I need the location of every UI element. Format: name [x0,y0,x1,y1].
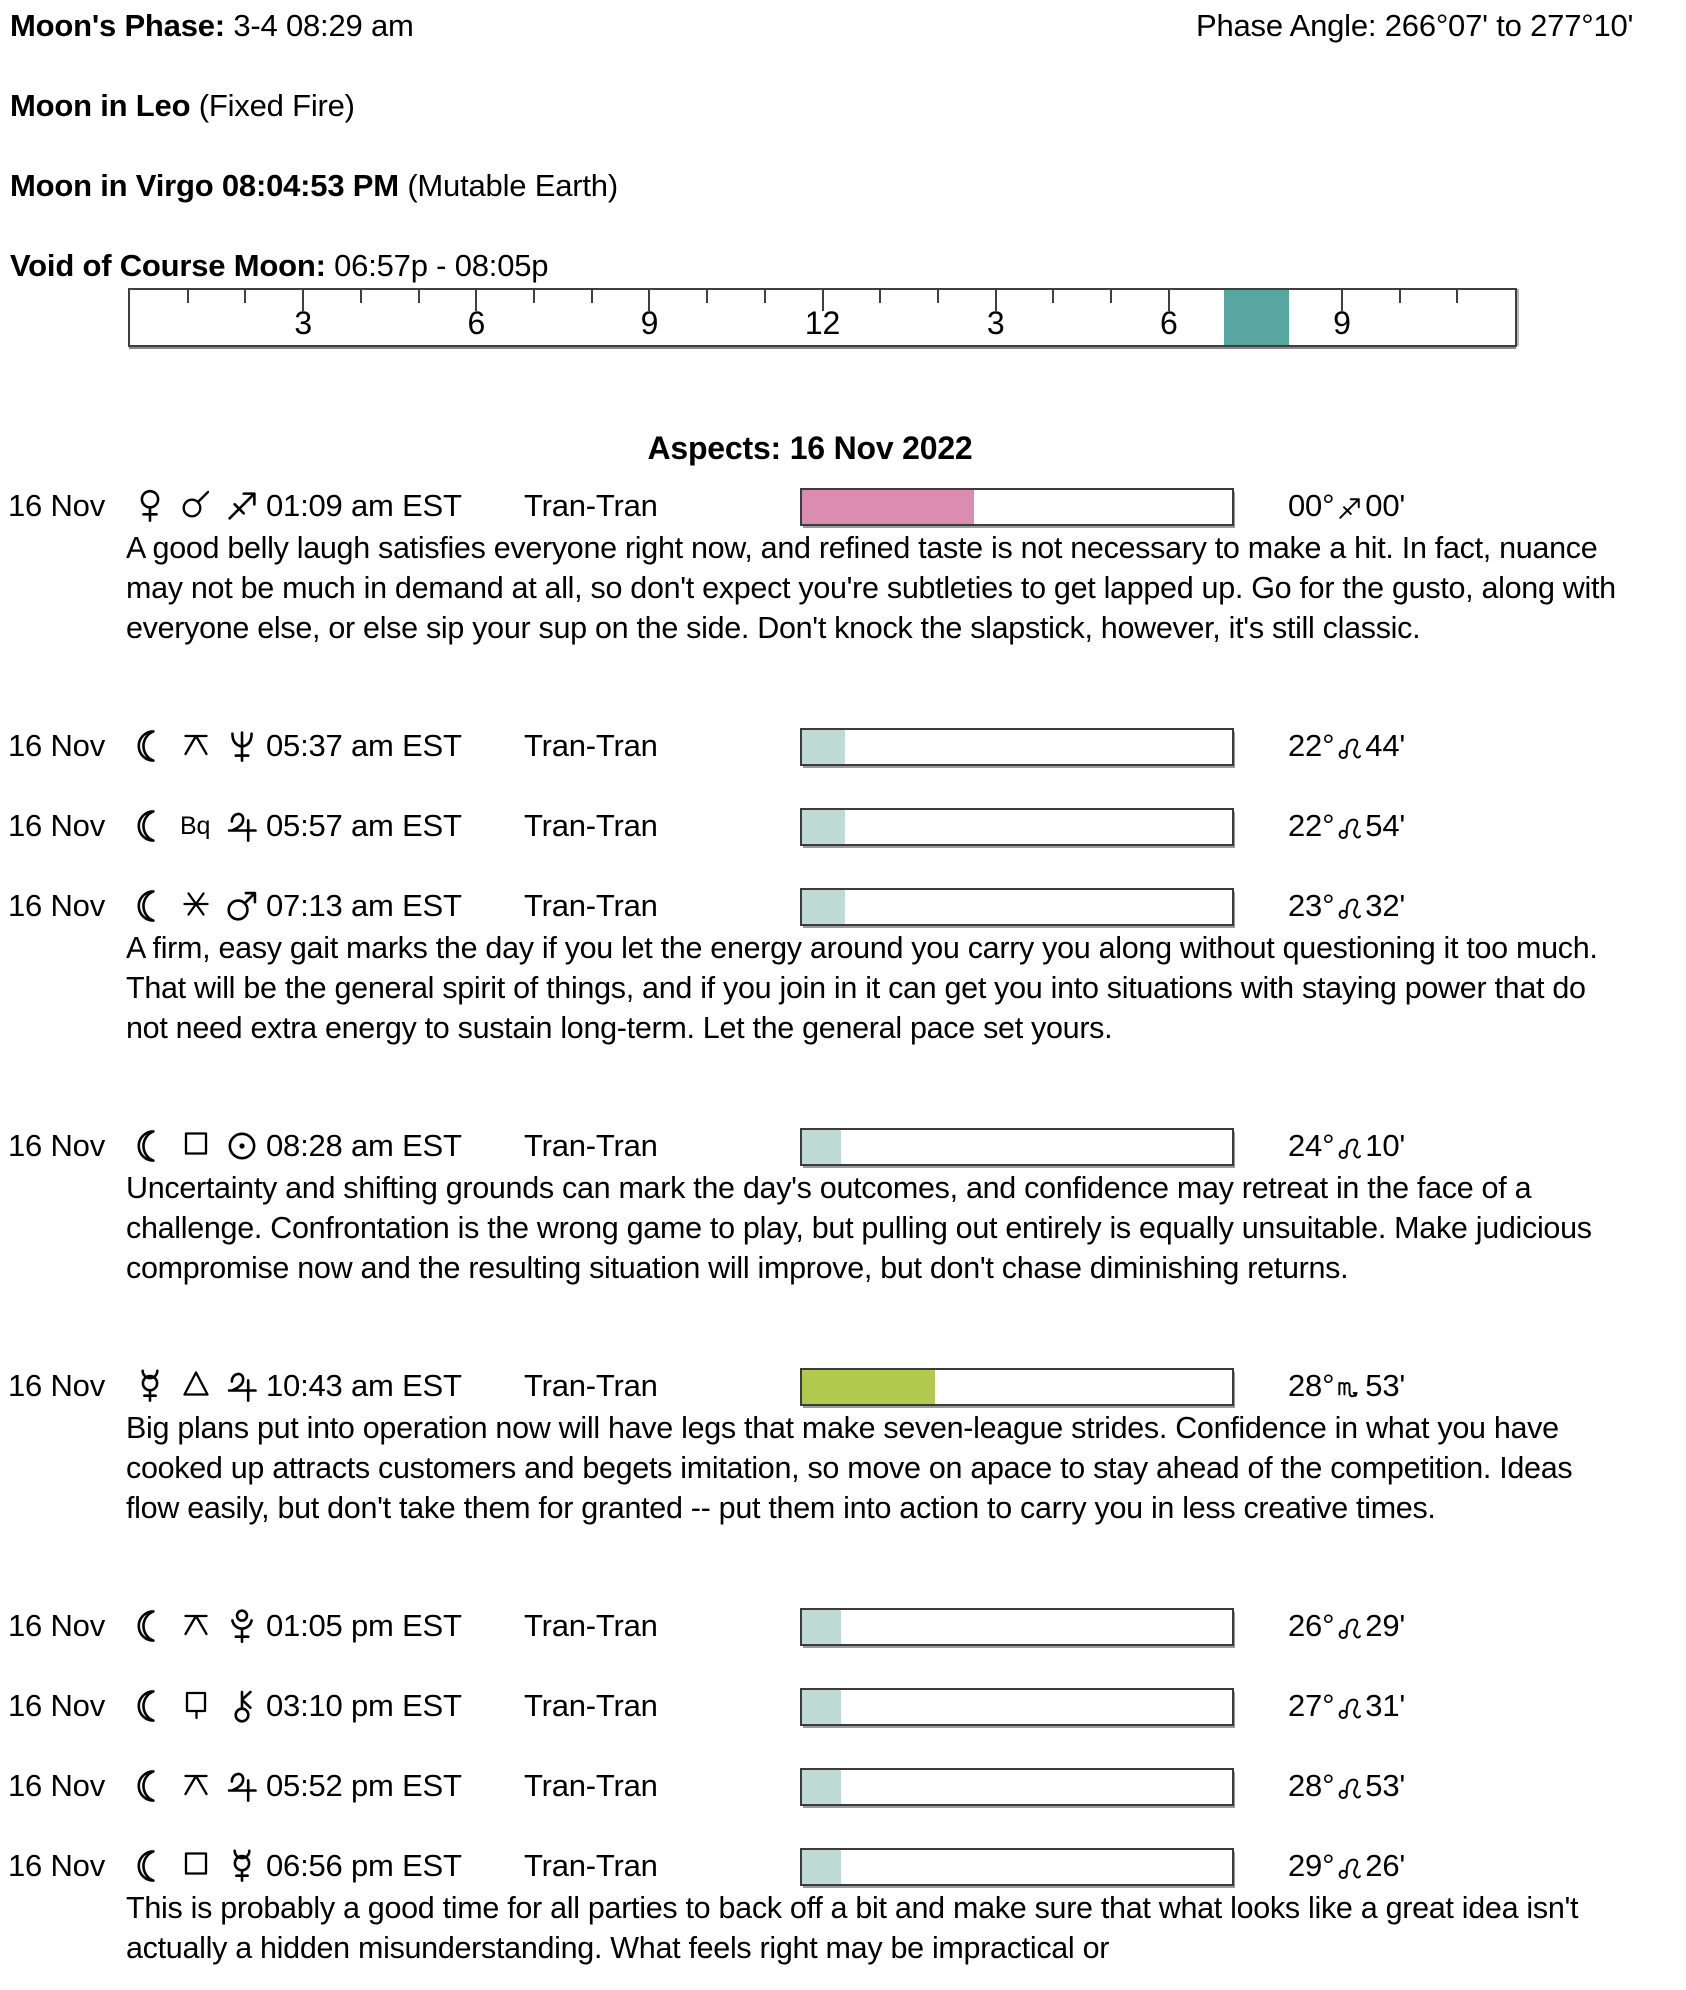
moon-sign-1-note: (Fixed Fire) [198,88,355,123]
hour-tick [706,290,708,303]
aspect-row [0,1846,1686,1886]
moon-icon [132,1848,168,1884]
aspect-degree [1288,1366,1405,1406]
aspect-time: 07:13 am EST [266,888,462,923]
aspect-date: 16 Nov [8,888,106,923]
moon-icon [132,1128,168,1164]
venus-icon [132,488,168,524]
degree-value: 28° [1288,1768,1335,1803]
hour-label: 9 [640,305,659,341]
aspect-date: 16 Nov [8,1128,106,1163]
aspect-date: 16 Nov [8,808,106,843]
moons-phase-line [10,6,414,46]
aspect-description: Uncertainty and shifting grounds can mark the day's outcomes, and confidence may retreat in the face of a challenge. Confrontation is the wrong game to play, but pulling out entirely is equally unsuitable. Make judicious compromise now and the resulting situation will improve, but don't chase diminishing returns. [126,1171,1592,1285]
degree-value: 24° [1288,1128,1335,1163]
square-icon [180,1128,212,1160]
hour-label: 3 [294,305,312,341]
aspect-strength-bar [800,1688,1234,1726]
leo-icon [1336,1135,1363,1162]
hour-label: 12 [804,305,841,341]
hour-label: 6 [1159,305,1178,341]
aspect-date: 16 Nov [8,1608,106,1643]
hour-tick [879,290,881,303]
aspect-strength-bar [800,808,1234,846]
hour-label: 9 [1333,305,1351,341]
moon-sign-line-2 [10,166,618,206]
sun-icon [224,1128,260,1164]
quincunx-icon [180,1608,212,1640]
hour-tick [187,290,189,303]
voc-label: Void of Course Moon: [10,248,326,283]
aspect-strength-bar [800,1608,1234,1646]
voc-value: 06:57p - 08:05p [334,248,549,283]
hour-tick [1052,290,1054,303]
moon-sign-line-1 [10,86,355,126]
hour-label: 6 [467,305,486,341]
aspect-degree [1288,1846,1405,1886]
aspect-time: 08:28 am EST [266,1128,462,1163]
aspect-description: Big plans put into operation now will have legs that make seven-league strides. Confidence in what you have cooked up attracts customers and begets imitation, so move on apace to stay ahead of the competition. Ideas flow easily, but don't take them for granted -- put them into action to carry you in less creative times. [126,1411,1573,1525]
degree-value: 29° [1288,1848,1335,1883]
conjunction-icon [180,488,212,520]
scorpio-icon [1336,1375,1363,1402]
void-of-course-line [10,246,548,286]
aspect-row [0,486,1686,526]
aspect-strength-fill [802,810,845,844]
aspect-row [0,1606,1686,1646]
quincunx-icon [180,728,212,760]
moon-icon [132,888,168,924]
aspect-strength-fill [802,1770,841,1804]
minute-value: 00' [1365,488,1406,523]
minute-value: 32' [1365,888,1406,923]
aspect-degree [1288,1126,1405,1166]
aspect-type: Tran-Tran [524,808,658,843]
hour-tick [244,290,246,303]
aspect-degree [1288,1686,1405,1726]
pluto-icon [224,1608,260,1644]
day-timeline-ruler [128,288,1517,347]
leo-icon [1336,1615,1363,1642]
jupiter-icon [224,1768,260,1804]
aspect-time: 06:56 pm EST [266,1848,462,1883]
aspect-strength-bar [800,1768,1234,1806]
aspect-type: Tran-Tran [524,1848,658,1883]
leo-icon [1336,1855,1363,1882]
aspect-degree [1288,806,1405,846]
hour-tick [1399,290,1401,303]
aspect-date: 16 Nov [8,1688,106,1723]
mars-icon [224,888,260,924]
leo-icon [1336,815,1363,842]
aspect-type: Tran-Tran [524,1768,658,1803]
minute-value: 44' [1365,728,1406,763]
aspect-strength-fill [802,1690,841,1724]
degree-value: 23° [1288,888,1335,923]
aspect-time: 05:37 am EST [266,728,462,763]
aspect-description: A firm, easy gait marks the day if you let the energy around you carry you along without questioning it too much. That will be the general spirit of things, and if you join in it can get you into situations with staying power that do not need extra energy to sustain long-term. Let the general pace set yours. [126,931,1598,1045]
phase-angle-value: 266°07' to 277°10' [1384,8,1634,43]
aspect-row [0,886,1686,926]
moons-phase-value: 3-4 08:29 am [233,8,414,43]
minute-value: 29' [1365,1608,1406,1643]
sextile-icon [180,888,212,920]
aspect-strength-bar [800,1368,1234,1406]
neptune-icon [224,728,260,764]
degree-value: 00° [1288,488,1335,523]
moon-icon [132,1608,168,1644]
aspect-date: 16 Nov [8,1768,106,1803]
aspect-strength-fill [802,1130,841,1164]
minute-value: 53' [1365,1368,1406,1403]
aspect-row [0,1126,1686,1166]
minute-value: 53' [1365,1768,1406,1803]
aspect-strength-fill [802,1610,841,1644]
sagittarius-icon [1336,495,1363,522]
aspect-strength-fill [802,1370,935,1404]
moon-icon [132,1688,168,1724]
aspect-strength-fill [802,890,845,924]
aspect-time: 05:57 am EST [266,808,462,843]
aspect-row [0,1766,1686,1806]
aspect-degree [1288,486,1405,526]
degree-value: 28° [1288,1368,1335,1403]
degree-value: 26° [1288,1608,1335,1643]
aspect-description: This is probably a good time for all parties to back off a bit and make sure that what looks like a great idea isn't actually a hidden misunderstanding. What feels right may be impractical or [126,1891,1579,1965]
moons-phase-label: Moon's Phase: [10,8,225,43]
aspect-time: 01:09 am EST [266,488,462,523]
chiron-icon [224,1688,260,1724]
aspect-strength-fill [802,1850,841,1884]
minute-value: 54' [1365,808,1406,843]
aspect-strength-fill [802,490,974,524]
moon-sign-1-label: Moon in Leo [10,88,191,123]
trine-icon [180,1368,212,1400]
hour-tick [1456,290,1458,303]
moon-sign-2-note: (Mutable Earth) [407,168,618,203]
minute-value: 26' [1365,1848,1406,1883]
aspect-time: 03:10 pm EST [266,1688,462,1723]
aspect-type: Tran-Tran [524,1128,658,1163]
sagittarius-icon [224,488,260,524]
aspect-strength-fill [802,730,845,764]
leo-icon [1336,735,1363,762]
minute-value: 10' [1365,1128,1406,1163]
aspect-degree [1288,1766,1405,1806]
phase-angle-line [1196,6,1633,46]
aspect-time: 01:05 pm EST [266,1608,462,1643]
aspect-degree [1288,726,1405,766]
degree-value: 22° [1288,808,1335,843]
hour-tick [360,290,362,303]
aspect-date: 16 Nov [8,488,106,523]
leo-icon [1336,1775,1363,1802]
aspect-degree [1288,1606,1405,1646]
aspect-time: 05:52 pm EST [266,1768,462,1803]
moon-icon [132,728,168,764]
aspect-date: 16 Nov [8,728,106,763]
degree-value: 22° [1288,728,1335,763]
jupiter-icon [224,1368,260,1404]
biquintile-label: Bq [180,812,211,840]
mercury-icon [224,1848,260,1884]
aspect-type: Tran-Tran [524,1608,658,1643]
quincunx-icon [180,1768,212,1800]
mercury-icon [132,1368,168,1404]
aspect-strength-bar [800,728,1234,766]
aspect-row [0,726,1686,766]
square-icon [180,1848,212,1880]
void-of-course-highlight [1224,290,1289,345]
aspect-degree [1288,886,1405,926]
aspect-strength-bar [800,488,1234,526]
aspect-time: 10:43 am EST [266,1368,462,1403]
aspect-type: Tran-Tran [524,1688,658,1723]
moon-icon [132,808,168,844]
aspect-date: 16 Nov [8,1368,106,1403]
leo-icon [1336,1695,1363,1722]
hour-tick [591,290,593,303]
minute-value: 31' [1365,1688,1406,1723]
aspect-type: Tran-Tran [524,488,658,523]
aspect-row [0,806,1686,846]
moon-sign-2-label: Moon in Virgo 08:04:53 PM [10,168,399,203]
leo-icon [1336,895,1363,922]
aspect-type: Tran-Tran [524,728,658,763]
aspect-type: Tran-Tran [524,888,658,923]
hour-tick [533,290,535,303]
aspect-strength-bar [800,888,1234,926]
aspect-row [0,1686,1686,1726]
aspect-strength-bar [800,1848,1234,1886]
aspect-date: 16 Nov [8,1848,106,1883]
hour-tick [1110,290,1112,303]
degree-value: 27° [1288,1688,1335,1723]
phase-angle-label: Phase Angle: [1196,8,1377,43]
aspect-type: Tran-Tran [524,1368,658,1403]
hour-tick [937,290,939,303]
aspect-description: A good belly laugh satisfies everyone right now, and refined taste is not necessary to make a hit. In fact, nuance may not be much in demand at all, so don't expect you're subtleties to get lapped up. Go for the gusto, along with everyone else, or else sip your sup on the side. Don't knock the slapstick, however, it's still classic. [126,531,1616,645]
hour-label: 3 [986,305,1005,341]
moon-icon [132,1768,168,1804]
jupiter-icon [224,808,260,844]
aspect-strength-bar [800,1128,1234,1166]
sesquiquadrate-icon [180,1688,212,1720]
hour-tick [764,290,766,303]
aspects-title: Aspects: 16 Nov 2022 [647,430,973,466]
hour-tick [418,290,420,303]
aspect-row [0,1366,1686,1406]
